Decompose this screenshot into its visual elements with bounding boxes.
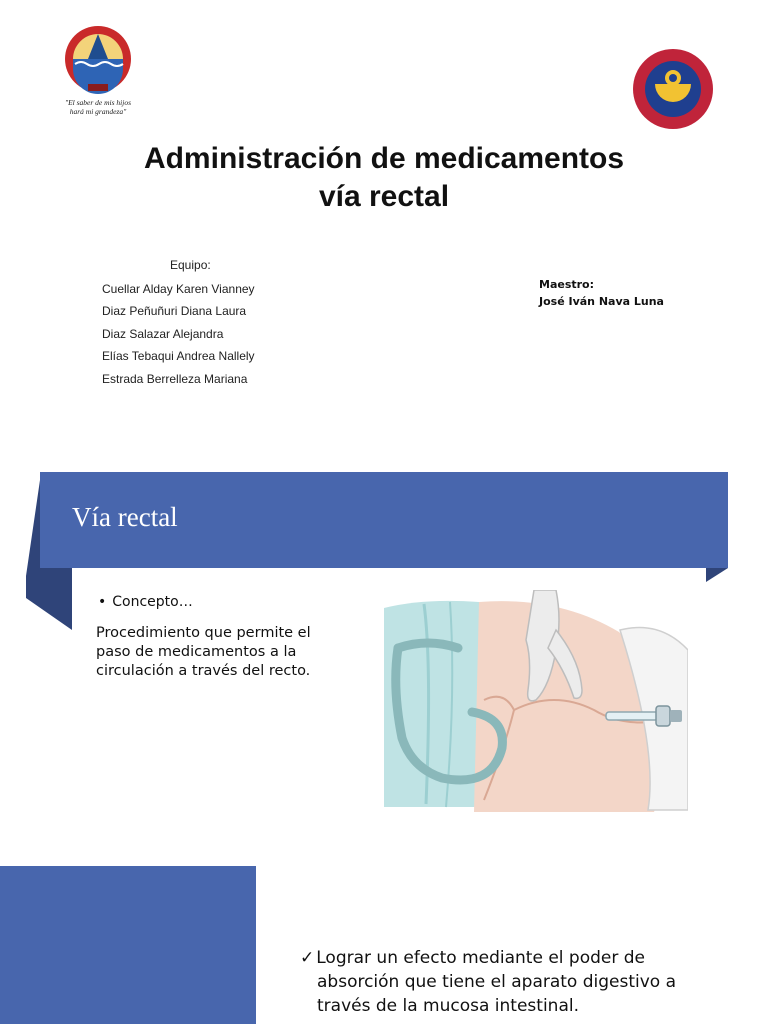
banner-fold-right bbox=[706, 568, 728, 582]
teacher-label: Maestro: bbox=[539, 278, 595, 291]
team-member: Cuellar Alday Karen Vianney bbox=[102, 282, 255, 296]
university-seal-left-icon bbox=[58, 24, 138, 96]
team-member-list bbox=[102, 278, 255, 390]
motto-line-2: hará mi grandeza" bbox=[69, 107, 127, 116]
team-member: Estrada Berrelleza Mariana bbox=[102, 371, 248, 386]
objective-line-2: absorción que tiene el aparato digestivo a bbox=[317, 972, 677, 992]
bullet-dot-icon: • bbox=[98, 594, 107, 610]
decorative-blue-panel bbox=[0, 866, 256, 1024]
checkmark-icon: ✓ bbox=[300, 948, 315, 968]
presentation-title bbox=[84, 140, 684, 216]
team-member: Elías Tebaqui Andrea Nallely bbox=[102, 349, 255, 364]
objective-slide bbox=[0, 848, 768, 1024]
team-member: Diaz Salazar Alejandra bbox=[102, 326, 224, 341]
concept-bullet bbox=[98, 594, 193, 610]
motto-line-1: "El saber de mis hijos bbox=[64, 98, 132, 107]
objective-line-1: Lograr un efecto mediante el poder de bbox=[316, 948, 646, 968]
objective-text bbox=[300, 946, 740, 1018]
concept-definition: Procedimiento que permite el paso de medicamentos a la circulación a través del recto. bbox=[96, 625, 311, 679]
concept-bullet-label: Concepto… bbox=[112, 594, 193, 610]
nursing-department-seal-icon bbox=[628, 44, 718, 134]
title-line-2: vía rectal bbox=[318, 180, 450, 213]
university-motto bbox=[50, 98, 146, 116]
section-banner bbox=[40, 472, 728, 568]
teacher-name: José Iván Nava Luna bbox=[539, 295, 664, 308]
team-label: Equipo: bbox=[170, 258, 211, 272]
teacher-block bbox=[539, 276, 664, 310]
rectal-administration-illustration bbox=[384, 590, 688, 812]
objective-line-3: través de la mucosa intestinal. bbox=[317, 996, 579, 1016]
section-title: Vía rectal bbox=[72, 502, 178, 532]
cover-slide bbox=[0, 0, 768, 440]
title-line-1: Administración de medicamentos bbox=[143, 142, 625, 175]
team-member: Diaz Peñuñuri Diana Laura bbox=[102, 304, 247, 319]
concept-slide bbox=[0, 448, 768, 840]
